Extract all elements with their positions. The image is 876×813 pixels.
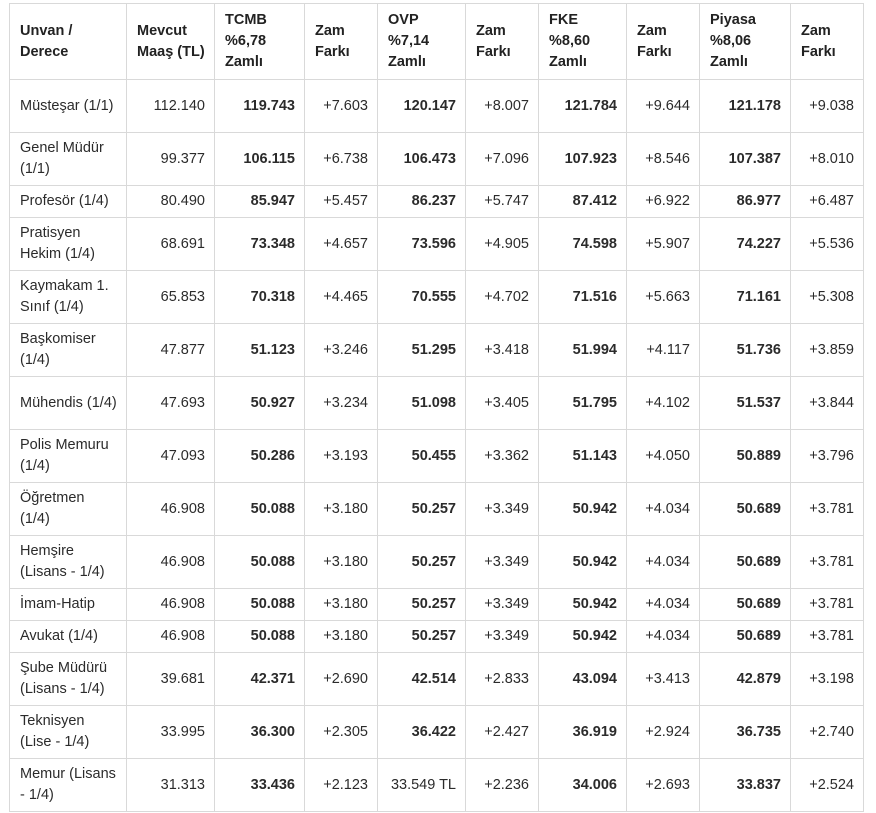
cell-tcmb-diff: +2.690 <box>305 653 378 706</box>
cell-title: Genel Müdür (1/1) <box>10 133 127 186</box>
table-row <box>10 536 864 589</box>
cell-ovp-diff: +8.007 <box>466 80 539 133</box>
cell-fke-diff: +4.034 <box>627 536 700 589</box>
cell-tcmb-raised: 50.088 <box>215 589 305 621</box>
cell-title: Avukat (1/4) <box>10 621 127 653</box>
cell-ovp-raised: 70.555 <box>378 271 466 324</box>
table-row <box>10 759 864 812</box>
cell-current-salary: 99.377 <box>127 133 215 186</box>
cell-fke-diff: +5.663 <box>627 271 700 324</box>
table-row <box>10 621 864 653</box>
cell-tcmb-diff: +3.246 <box>305 324 378 377</box>
table-row <box>10 430 864 483</box>
cell-tcmb-raised: 50.088 <box>215 621 305 653</box>
column-header-ovp-raised: OVP %7,14 Zamlı <box>378 4 466 80</box>
cell-title: Hemşire (Lisans - 1/4) <box>10 536 127 589</box>
salary-table-container <box>9 3 864 812</box>
table-row <box>10 589 864 621</box>
cell-fke-raised: 121.784 <box>539 80 627 133</box>
cell-ovp-raised: 50.257 <box>378 483 466 536</box>
cell-market-diff: +5.308 <box>791 271 864 324</box>
cell-fke-diff: +2.924 <box>627 706 700 759</box>
cell-market-diff: +3.796 <box>791 430 864 483</box>
cell-fke-diff: +4.102 <box>627 377 700 430</box>
cell-tcmb-diff: +2.123 <box>305 759 378 812</box>
cell-tcmb-raised: 50.286 <box>215 430 305 483</box>
cell-fke-raised: 50.942 <box>539 536 627 589</box>
cell-market-diff: +8.010 <box>791 133 864 186</box>
cell-current-salary: 39.681 <box>127 653 215 706</box>
cell-ovp-diff: +3.418 <box>466 324 539 377</box>
cell-title: Şube Müdürü (Lisans - 1/4) <box>10 653 127 706</box>
cell-tcmb-diff: +3.234 <box>305 377 378 430</box>
cell-ovp-raised: 50.257 <box>378 536 466 589</box>
cell-tcmb-diff: +4.465 <box>305 271 378 324</box>
cell-current-salary: 46.908 <box>127 621 215 653</box>
cell-tcmb-diff: +6.738 <box>305 133 378 186</box>
cell-ovp-diff: +3.405 <box>466 377 539 430</box>
cell-market-raised: 50.689 <box>700 589 791 621</box>
cell-fke-diff: +4.034 <box>627 621 700 653</box>
cell-fke-diff: +9.644 <box>627 80 700 133</box>
cell-tcmb-raised: 70.318 <box>215 271 305 324</box>
cell-market-raised: 50.689 <box>700 483 791 536</box>
cell-ovp-diff: +7.096 <box>466 133 539 186</box>
cell-tcmb-diff: +3.180 <box>305 536 378 589</box>
cell-tcmb-diff: +3.193 <box>305 430 378 483</box>
cell-market-diff: +3.781 <box>791 536 864 589</box>
cell-market-diff: +5.536 <box>791 218 864 271</box>
cell-market-diff: +3.781 <box>791 483 864 536</box>
column-header-current-salary: Mevcut Maaş (TL) <box>127 4 215 80</box>
cell-ovp-diff: +3.349 <box>466 483 539 536</box>
cell-fke-raised: 87.412 <box>539 186 627 218</box>
cell-fke-diff: +2.693 <box>627 759 700 812</box>
cell-market-diff: +3.844 <box>791 377 864 430</box>
table-row <box>10 186 864 218</box>
cell-market-diff: +9.038 <box>791 80 864 133</box>
cell-ovp-raised: 51.295 <box>378 324 466 377</box>
cell-tcmb-diff: +5.457 <box>305 186 378 218</box>
cell-fke-raised: 43.094 <box>539 653 627 706</box>
table-body <box>10 80 864 812</box>
cell-tcmb-raised: 51.123 <box>215 324 305 377</box>
cell-market-diff: +2.740 <box>791 706 864 759</box>
cell-ovp-raised: 73.596 <box>378 218 466 271</box>
cell-tcmb-raised: 73.348 <box>215 218 305 271</box>
cell-current-salary: 47.693 <box>127 377 215 430</box>
cell-market-raised: 50.689 <box>700 536 791 589</box>
cell-fke-raised: 50.942 <box>539 589 627 621</box>
cell-title: İmam-Hatip <box>10 589 127 621</box>
cell-ovp-raised: 50.257 <box>378 589 466 621</box>
cell-fke-diff: +4.050 <box>627 430 700 483</box>
cell-current-salary: 112.140 <box>127 80 215 133</box>
cell-ovp-raised: 50.257 <box>378 621 466 653</box>
cell-current-salary: 65.853 <box>127 271 215 324</box>
cell-market-raised: 71.161 <box>700 271 791 324</box>
table-row <box>10 324 864 377</box>
cell-current-salary: 80.490 <box>127 186 215 218</box>
cell-title: Memur (Lisans - 1/4) <box>10 759 127 812</box>
cell-tcmb-diff: +3.180 <box>305 621 378 653</box>
table-row <box>10 271 864 324</box>
column-header-market-diff: Zam Farkı <box>791 4 864 80</box>
cell-tcmb-diff: +3.180 <box>305 589 378 621</box>
cell-fke-diff: +4.117 <box>627 324 700 377</box>
cell-tcmb-raised: 50.088 <box>215 483 305 536</box>
cell-current-salary: 31.313 <box>127 759 215 812</box>
cell-fke-raised: 34.006 <box>539 759 627 812</box>
cell-tcmb-raised: 119.743 <box>215 80 305 133</box>
cell-current-salary: 46.908 <box>127 536 215 589</box>
cell-market-raised: 107.387 <box>700 133 791 186</box>
cell-tcmb-raised: 50.927 <box>215 377 305 430</box>
cell-title: Öğretmen (1/4) <box>10 483 127 536</box>
cell-current-salary: 47.877 <box>127 324 215 377</box>
cell-ovp-raised: 51.098 <box>378 377 466 430</box>
cell-ovp-diff: +3.349 <box>466 536 539 589</box>
cell-market-raised: 74.227 <box>700 218 791 271</box>
cell-title: Müsteşar (1/1) <box>10 80 127 133</box>
cell-ovp-diff: +4.905 <box>466 218 539 271</box>
cell-market-diff: +6.487 <box>791 186 864 218</box>
cell-tcmb-raised: 36.300 <box>215 706 305 759</box>
cell-fke-raised: 71.516 <box>539 271 627 324</box>
cell-market-raised: 50.889 <box>700 430 791 483</box>
cell-current-salary: 33.995 <box>127 706 215 759</box>
cell-ovp-raised: 50.455 <box>378 430 466 483</box>
cell-fke-diff: +8.546 <box>627 133 700 186</box>
cell-fke-raised: 50.942 <box>539 621 627 653</box>
table-row <box>10 653 864 706</box>
cell-title: Teknisyen (Lise - 1/4) <box>10 706 127 759</box>
cell-current-salary: 46.908 <box>127 589 215 621</box>
cell-market-raised: 86.977 <box>700 186 791 218</box>
cell-tcmb-raised: 106.115 <box>215 133 305 186</box>
cell-market-raised: 33.837 <box>700 759 791 812</box>
cell-market-raised: 50.689 <box>700 621 791 653</box>
cell-ovp-raised: 33.549 TL <box>378 759 466 812</box>
cell-market-diff: +3.781 <box>791 621 864 653</box>
column-header-fke-raised: FKE %8,60 Zamlı <box>539 4 627 80</box>
salary-comparison-table <box>9 3 864 812</box>
cell-ovp-raised: 120.147 <box>378 80 466 133</box>
cell-current-salary: 46.908 <box>127 483 215 536</box>
table-row <box>10 218 864 271</box>
table-row <box>10 377 864 430</box>
cell-market-raised: 42.879 <box>700 653 791 706</box>
column-header-title: Unvan / Derece <box>10 4 127 80</box>
cell-title: Mühendis (1/4) <box>10 377 127 430</box>
cell-ovp-raised: 106.473 <box>378 133 466 186</box>
cell-fke-raised: 51.143 <box>539 430 627 483</box>
cell-tcmb-diff: +7.603 <box>305 80 378 133</box>
table-row <box>10 483 864 536</box>
cell-title: Başkomiser (1/4) <box>10 324 127 377</box>
cell-ovp-raised: 86.237 <box>378 186 466 218</box>
cell-fke-diff: +5.907 <box>627 218 700 271</box>
cell-current-salary: 47.093 <box>127 430 215 483</box>
cell-market-diff: +2.524 <box>791 759 864 812</box>
cell-fke-raised: 51.795 <box>539 377 627 430</box>
column-header-fke-diff: Zam Farkı <box>627 4 700 80</box>
table-row <box>10 706 864 759</box>
cell-ovp-diff: +4.702 <box>466 271 539 324</box>
cell-tcmb-raised: 85.947 <box>215 186 305 218</box>
cell-tcmb-raised: 50.088 <box>215 536 305 589</box>
table-row <box>10 80 864 133</box>
cell-title: Polis Memuru (1/4) <box>10 430 127 483</box>
cell-title: Kaymakam 1. Sınıf (1/4) <box>10 271 127 324</box>
cell-fke-diff: +4.034 <box>627 483 700 536</box>
cell-market-raised: 36.735 <box>700 706 791 759</box>
cell-title: Profesör (1/4) <box>10 186 127 218</box>
cell-ovp-raised: 42.514 <box>378 653 466 706</box>
cell-market-diff: +3.859 <box>791 324 864 377</box>
cell-fke-raised: 74.598 <box>539 218 627 271</box>
cell-tcmb-raised: 42.371 <box>215 653 305 706</box>
table-row <box>10 133 864 186</box>
cell-fke-raised: 50.942 <box>539 483 627 536</box>
column-header-tcmb-diff: Zam Farkı <box>305 4 378 80</box>
cell-tcmb-raised: 33.436 <box>215 759 305 812</box>
cell-fke-diff: +4.034 <box>627 589 700 621</box>
cell-market-raised: 121.178 <box>700 80 791 133</box>
cell-market-raised: 51.537 <box>700 377 791 430</box>
cell-market-diff: +3.198 <box>791 653 864 706</box>
cell-ovp-diff: +2.236 <box>466 759 539 812</box>
cell-ovp-diff: +3.362 <box>466 430 539 483</box>
cell-tcmb-diff: +4.657 <box>305 218 378 271</box>
cell-fke-raised: 36.919 <box>539 706 627 759</box>
cell-fke-raised: 51.994 <box>539 324 627 377</box>
column-header-ovp-diff: Zam Farkı <box>466 4 539 80</box>
cell-ovp-diff: +5.747 <box>466 186 539 218</box>
column-header-market-raised: Piyasa %8,06 Zamlı <box>700 4 791 80</box>
column-header-tcmb-raised: TCMB %6,78 Zamlı <box>215 4 305 80</box>
cell-ovp-diff: +2.833 <box>466 653 539 706</box>
cell-title: Pratisyen Hekim (1/4) <box>10 218 127 271</box>
cell-ovp-diff: +3.349 <box>466 589 539 621</box>
cell-tcmb-diff: +3.180 <box>305 483 378 536</box>
cell-fke-diff: +3.413 <box>627 653 700 706</box>
cell-market-raised: 51.736 <box>700 324 791 377</box>
cell-market-diff: +3.781 <box>791 589 864 621</box>
cell-ovp-diff: +2.427 <box>466 706 539 759</box>
cell-ovp-raised: 36.422 <box>378 706 466 759</box>
table-header-row <box>10 4 864 80</box>
cell-current-salary: 68.691 <box>127 218 215 271</box>
cell-fke-raised: 107.923 <box>539 133 627 186</box>
cell-tcmb-diff: +2.305 <box>305 706 378 759</box>
cell-fke-diff: +6.922 <box>627 186 700 218</box>
cell-ovp-diff: +3.349 <box>466 621 539 653</box>
